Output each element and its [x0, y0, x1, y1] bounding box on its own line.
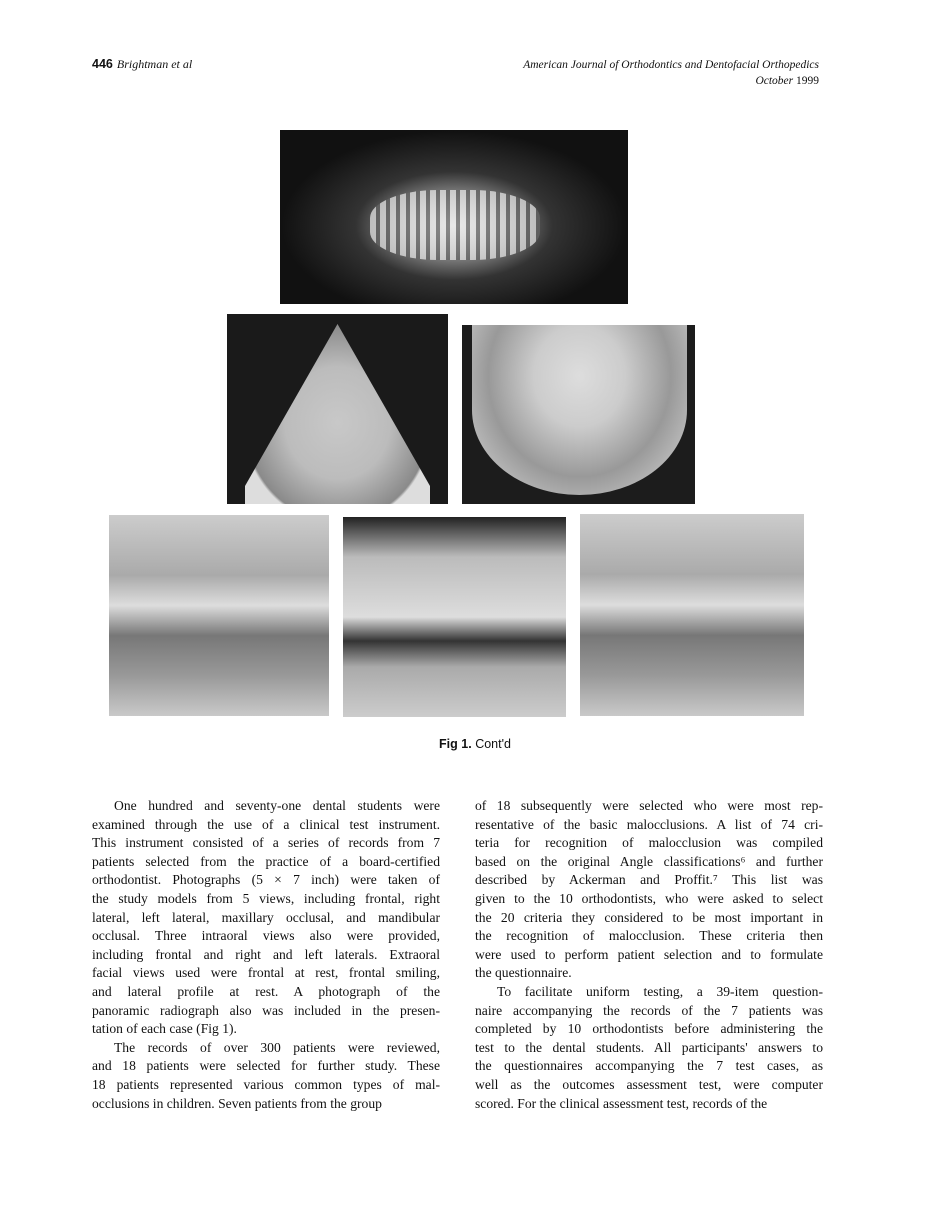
text-line: lateral, left lateral, maxillary occlusal, and mandibular	[92, 909, 440, 925]
paragraph	[475, 983, 823, 1113]
text-line: of 18 subsequently were selected who were most rep-	[475, 798, 823, 813]
text-line: described by Ackerman and Proffit.⁷ This list was	[475, 872, 823, 888]
text-line: the questionnaire.	[475, 965, 572, 981]
text-line: test to the dental students. All participants' answers to	[475, 1039, 823, 1055]
figure-caption-text: Cont'd	[475, 737, 511, 751]
maxillary-occlusal-model-image	[227, 314, 448, 504]
text-line: orthodontist. Photographs (5 × 7 inch) were taken of	[92, 872, 440, 888]
text-line: This instrument consisted of a series of records from 7	[92, 835, 440, 851]
authors: Brightman et al	[116, 57, 193, 71]
text-line: 18 patients represented various common types of mal-	[92, 1076, 440, 1092]
text-line: were used to perform patient selection and to formulate	[475, 946, 823, 962]
text-line: and 18 patients were selected for further study. These	[92, 1058, 440, 1074]
issue-month: October	[755, 75, 794, 87]
text-line: resentative of the basic malocclusions. A list of 74 cri-	[475, 816, 823, 832]
text-line: facial views used were frontal at rest, frontal smiling,	[92, 965, 440, 981]
body-text-left-column	[92, 797, 440, 1113]
paragraph	[475, 797, 823, 983]
paragraph	[92, 797, 440, 1039]
figure-label: Fig 1.	[439, 737, 472, 751]
text-line: scored. For the clinical assessment test, records of the	[475, 1095, 768, 1111]
left-lateral-model-image	[580, 514, 804, 716]
text-line: the study models from 5 views, including frontal, right	[92, 890, 440, 906]
text-line: well as the outcomes assessment test, were computer	[475, 1076, 823, 1092]
running-header-left	[92, 57, 192, 72]
text-line: To facilitate uniform testing, a 39-item question-	[497, 983, 823, 999]
text-line: completed by 10 orthodontists before administering the	[475, 1021, 823, 1037]
text-line: One hundred and seventy-one dental students were	[114, 798, 440, 813]
text-line: the recognition of malocclusion. These criteria then	[475, 928, 823, 944]
text-line: based on the original Angle classifications⁶ and further	[475, 853, 823, 869]
text-line: tation of each case (Fig 1).	[92, 1021, 237, 1037]
journal-title: American Journal of Orthodontics and Dentofacial Orthopedics	[523, 59, 819, 71]
text-line: occlusal. Three intraoral views also were provided,	[92, 928, 440, 944]
text-line: the questionnaires accompanying the 7 test cases, as	[475, 1058, 823, 1074]
text-line: the 20 criteria they considered to be most important in	[475, 909, 823, 925]
figure-caption	[0, 737, 950, 751]
paragraph	[92, 1039, 440, 1113]
panoramic-radiograph-image	[280, 130, 628, 304]
running-header-right	[523, 57, 819, 89]
page-number: 446	[92, 57, 113, 71]
text-line: teria for recognition of malocclusion was compiled	[475, 835, 823, 851]
text-line: naire accompanying the records of the 7 patients was	[475, 1002, 823, 1018]
mandibular-occlusal-model-image	[462, 325, 695, 504]
text-line: The records of over 300 patients were reviewed,	[114, 1039, 440, 1055]
text-line: patients selected from the practice of a board-certified	[92, 853, 440, 869]
text-line: occlusions in children. Seven patients from the group	[92, 1095, 382, 1111]
text-line: and lateral profile at rest. A photograph of the	[92, 983, 440, 999]
text-line: including frontal and right and left laterals. Extraoral	[92, 946, 440, 962]
frontal-model-image	[343, 517, 566, 717]
right-lateral-model-image	[109, 515, 329, 716]
body-text-right-column	[475, 797, 823, 1113]
text-line: panoramic radiograph also was included in the presen-	[92, 1002, 440, 1018]
issue-year: 1999	[796, 75, 819, 87]
text-line: given to the 10 orthodontists, who were asked to select	[475, 890, 823, 906]
text-line: examined through the use of a clinical test instrument.	[92, 816, 440, 832]
